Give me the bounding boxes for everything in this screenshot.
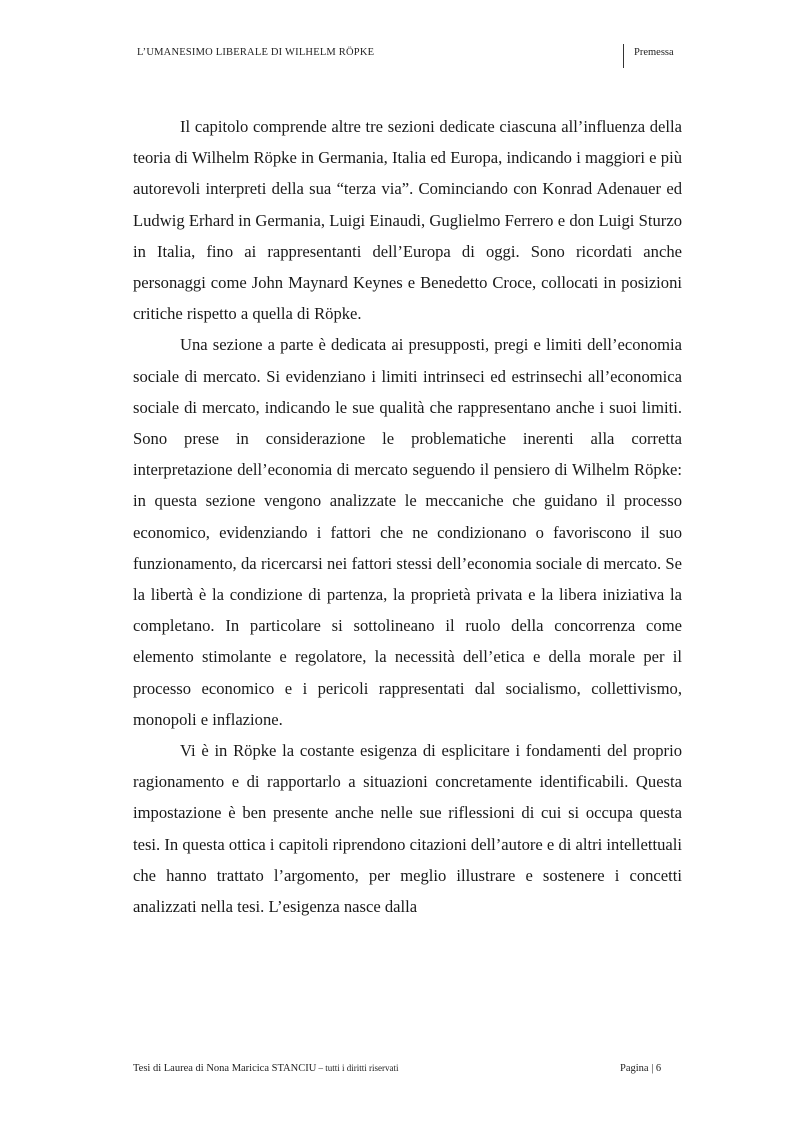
running-header-section: Premessa bbox=[634, 47, 674, 58]
page-body bbox=[133, 111, 682, 922]
paragraph-2: Una sezione a parte è dedicata ai presupposti, pregi e limiti dell’economia sociale di mercato. Si evidenziano i limiti intrinseci ed estrinsechi all’economica sociale di mercato, indicando le sue qualità che rappresentano anche i suoi limiti. Sono prese in considerazione le problematiche inerenti alla corretta interpretazione dell’economia di mercato seguendo il pensiero di Wilhelm Röpke: in questa sezione vengono analizzate le meccaniche che guidano il processo economico, evidenziando i fattori che ne condizionano o favoriscono il suo funzionamento, da ricercarsi nei fattori stessi dell’economia sociale di mercato. Se la libertà è la condizione di partenza, la proprietà privata e la libera iniziativa la completano. In particolare si sottolineano il ruolo della concorrenza come elemento stimolante e regolatore, la necessità dell’etica e della morale per il processo economico e i pericoli rappresentati dal socialismo, collettivismo, monopoli e inflazione. bbox=[133, 335, 682, 729]
footer-credit bbox=[133, 1063, 399, 1074]
running-header-title: L’UMANESIMO LIBERALE DI WILHELM RÖPKE bbox=[137, 47, 375, 58]
footer-rights: – tutti i diritti riservati bbox=[316, 1063, 399, 1073]
footer-thesis: Tesi di Laurea di Nona Maricica STANCIU bbox=[133, 1063, 317, 1074]
paragraph-3: Vi è in Röpke la costante esigenza di esplicitare i fondamenti del proprio ragionamento e di rapportarlo a situazioni concretamente identificabili. Questa impostazione è ben presente anche nelle sue riflessioni di cui si occupa questa tesi. In questa ottica i capitoli riprendono citazioni dell’autore e di altri intellettuali che hanno trattato l’argomento, per meglio illustrare e sostenere i concetti analizzati nella tesi. L’esigenza nasce dalla bbox=[133, 741, 682, 917]
page-number: Pagina | 6 bbox=[620, 1063, 662, 1074]
paragraph-1: Il capitolo comprende altre tre sezioni dedicate ciascuna all’influenza della teoria di Wilhelm Röpke in Germania, Italia ed Europa, indicando i maggiori e più autorevoli interpreti della sua “terza via”. Cominciando con Konrad Adenauer ed Ludwig Erhard in Germania, Luigi Einaudi, Guglielmo Ferrero e don Luigi Sturzo in Italia, fino ai rappresentanti dell’Europa di oggi. Sono ricordati anche personaggi come John Maynard Keynes e Benedetto Croce, collocati in posizioni critiche rispetto a quella di Röpke. bbox=[133, 117, 682, 324]
header-divider bbox=[623, 44, 624, 68]
